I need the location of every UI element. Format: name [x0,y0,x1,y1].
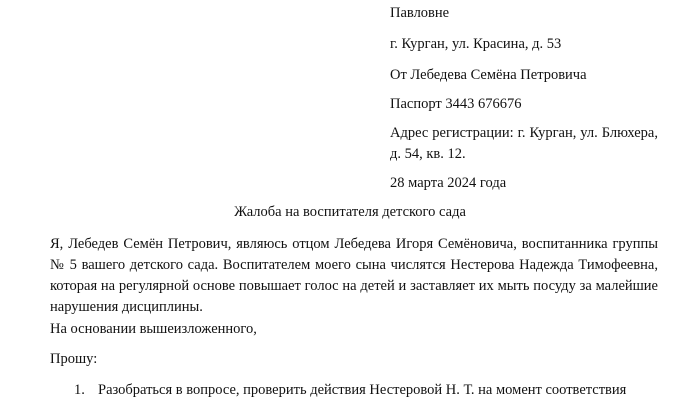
registration-address: Адрес регистрации: г. Курган, ул. Блюхера, д. 54, кв. 12. [390,125,658,162]
list-item-text: Разобраться в вопросе, проверить действия Нестеровой Н. Т. на момент соответствия [98,382,627,398]
document-date: 28 марта 2024 года [390,175,507,191]
list-item-number: 1. [74,382,85,398]
recipient-address: г. Курган, ул. Красина, д. 53 [390,36,562,52]
request-heading: Прошу: [50,351,98,367]
recipient-name-tail: Павловне [390,5,450,21]
complaint-paragraph: Я, Лебедев Семён Петрович, являюсь отцом Лебедева Игоря Семёновича, воспитанника группы № 5 вашего детского сада. Воспитателем моего сына числятся Нестерова Надежда Тимофеевна, которая на регулярной основе повышает голос на детей и заставляет их мыть посуду за малейшие нарушения дисциплины. [50,236,658,315]
basis-paragraph: На основании вышеизложенного, [50,321,257,337]
sender-name: От Лебедева Семёна Петровича [390,67,587,83]
document-title: Жалоба на воспитателя детского сада [234,204,466,220]
list-item [74,381,626,399]
passport-info: Паспорт 3443 676676 [390,96,522,112]
